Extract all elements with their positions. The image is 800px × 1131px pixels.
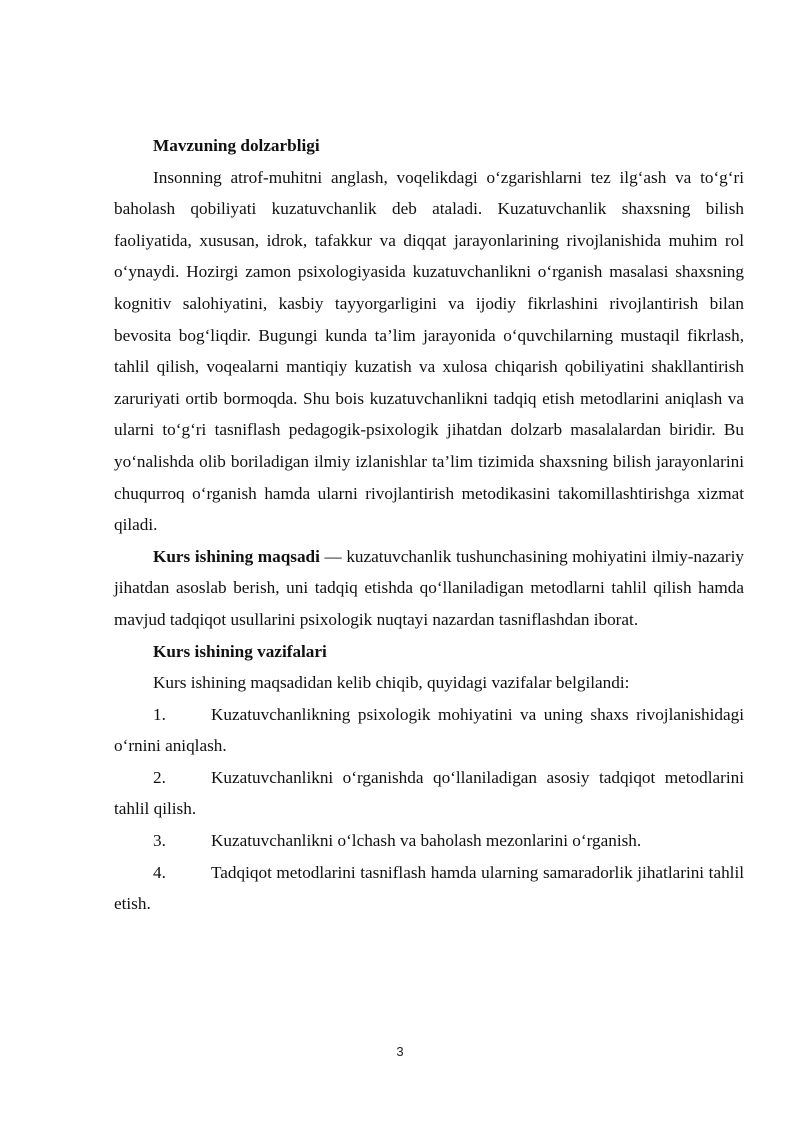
tasks-intro: Kurs ishining maqsadidan kelib chiqib, quyidagi vazifalar belgilandi: (153, 673, 630, 693)
task-number: 1. (153, 704, 166, 724)
task-text: Kuzatuvchanlikni o‘rganishda qo‘llaniladigan asosiy tadqiqot metodlarini tahlil qilish. (114, 767, 744, 819)
task-text: Tadqiqot metodlarini tasniflash hamda ularning samaradorlik jihatlarini tahlil etish. (114, 862, 744, 914)
task-item-4 (114, 857, 744, 920)
task-number: 2. (153, 767, 166, 787)
task-text: Kuzatuvchanlikni o‘lchash va baholash mezonlarini o‘rganish. (211, 831, 642, 851)
goal-paragraph (114, 541, 744, 636)
task-item-2 (114, 762, 744, 825)
goal-label: Kurs ishining maqsadi (153, 546, 320, 566)
task-number: 4. (153, 862, 166, 882)
task-text: Kuzatuvchanlikning psixologik mohiyatini va uning shaxs rivojlanishidagi o‘rnini aniqlash. (114, 704, 744, 756)
task-item-3 (114, 825, 744, 857)
task-number: 3. (153, 831, 166, 851)
section-title-tasks: Kurs ishining vazifalari (153, 641, 327, 661)
section-title-relevance: Mavzuning dolzarbligi (153, 136, 320, 155)
task-item-1 (114, 699, 744, 762)
page-number: 3 (396, 1044, 404, 1059)
document-page (114, 130, 744, 920)
relevance-paragraph: Insonning atrof-muhitni anglash, voqelikdagi o‘zgarishlarni tez ilg‘ash va to‘g‘ri baholash qobiliyati kuzatuvchanlik deb ataladi. Kuzatuvchanlik shaxsning bilish faoliyatida, xususan, idrok, tafakkur va diqqat jarayonlarining rivojlanishida muhim rol o‘ynaydi. Hozirgi zamon psixologiyasida kuzatuvchanlikni o‘rganish masalasi shaxsning kognitiv salohiyatini, kasbiy tayyorgarligini va ijodiy fikrlashini rivojlantirish bilan bevosita bog‘liqdir. Bugungi kunda ta’lim jarayonida o‘quvchilarning mustaqil fikrlash, tahlil qilish, voqealarni mantiqiy kuzatish va xulosa chiqarish qobiliyatini shakllantirish zaruriyati ortib bormoqda. Shu bois kuzatuvchanlikni tadqiq etish metodlarini aniqlash va ularni to‘g‘ri tasniflash pedagogik-psixologik jihatdan dolzarb masalalardan biridir. Bu yo‘nalishda olib boriladigan ilmiy izlanishlar ta’lim tizimida shaxsning bilish jarayonlarini chuqurroq o‘rganish hamda ularni rivojlantirish metodikasini takomillashtirishga xizmat qiladi. (114, 167, 744, 535)
goal-text: — kuzatuvchanlik tushunchasining mohiyatini ilmiy-nazariy jihatdan asoslab berish, uni tadqiq etishda qo‘llaniladigan metodlarni tahlil qilish hamda mavjud tadqiqot usullarini psixologik nuqtayi nazardan tasniflashdan iborat. (114, 546, 745, 629)
